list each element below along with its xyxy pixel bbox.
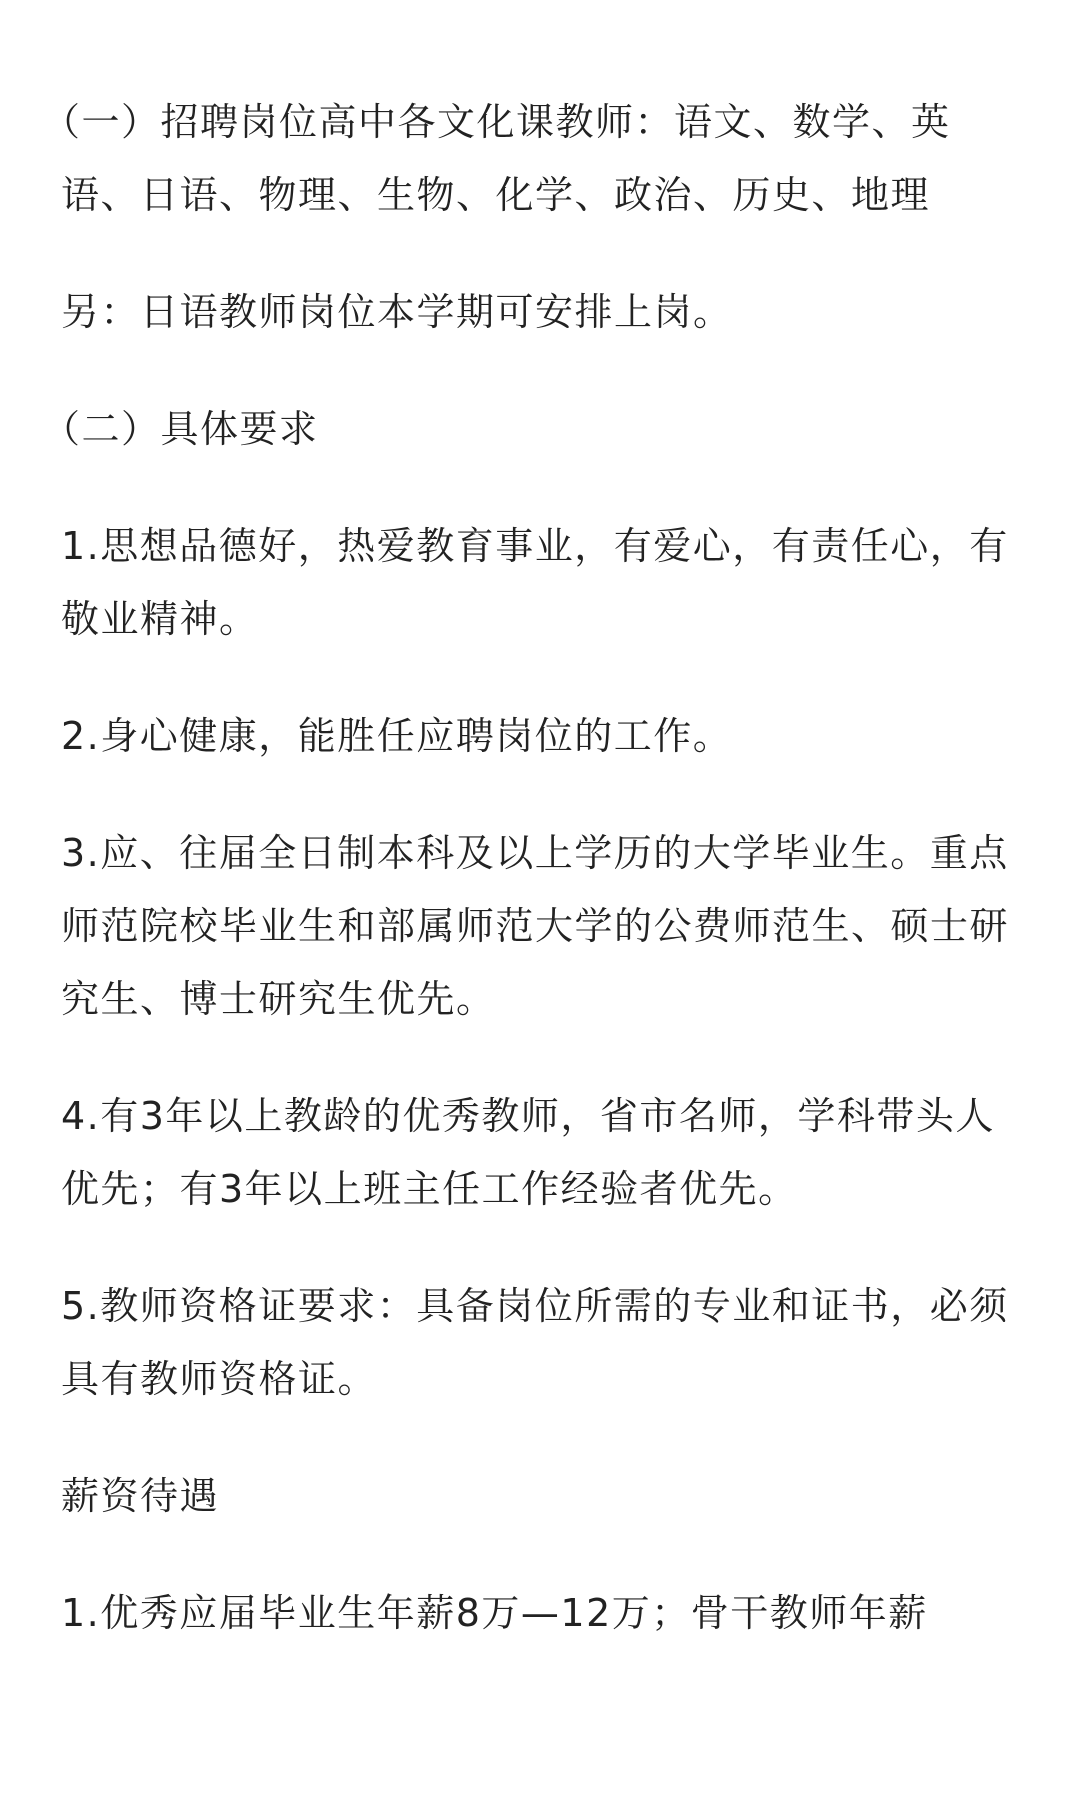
requirement-item-2: 2.身心健康，能胜任应聘岗位的工作。 [61,714,733,758]
requirement-item-1: 1.思想品德好，热爱教育事业，有爱心，有责任心，有敬业精神。 [61,524,1009,641]
requirement-item-5: 5.教师资格证要求：具备岗位所需的专业和证书，必须具有教师资格证。 [61,1284,1009,1401]
section-recruitment-positions: （一）招聘岗位高中各文化课教师：语文、数学、英语、日语、物理、生物、化学、政治、历史、地理 [42,100,951,217]
salary-item-1: 1.优秀应届毕业生年薪8万—12万；骨干教师年薪 [61,1591,928,1635]
requirement-item-3: 3.应、往届全日制本科及以上学历的大学毕业生。重点师范院校毕业生和部属师范大学的公费师范生、硕士研究生、博士研究生优先。 [61,831,1010,1021]
section-heading-salary: 薪资待遇 [61,1474,220,1518]
article-body [42,86,1021,1694]
requirement-item-4: 4.有3年以上教龄的优秀教师，省市名师，学科带头人优先；有3年以上班主任工作经验者优先。 [61,1094,995,1211]
section-heading-requirements: （二）具体要求 [42,407,319,451]
note-japanese-teacher: 另：日语教师岗位本学期可安排上岗。 [61,290,733,334]
